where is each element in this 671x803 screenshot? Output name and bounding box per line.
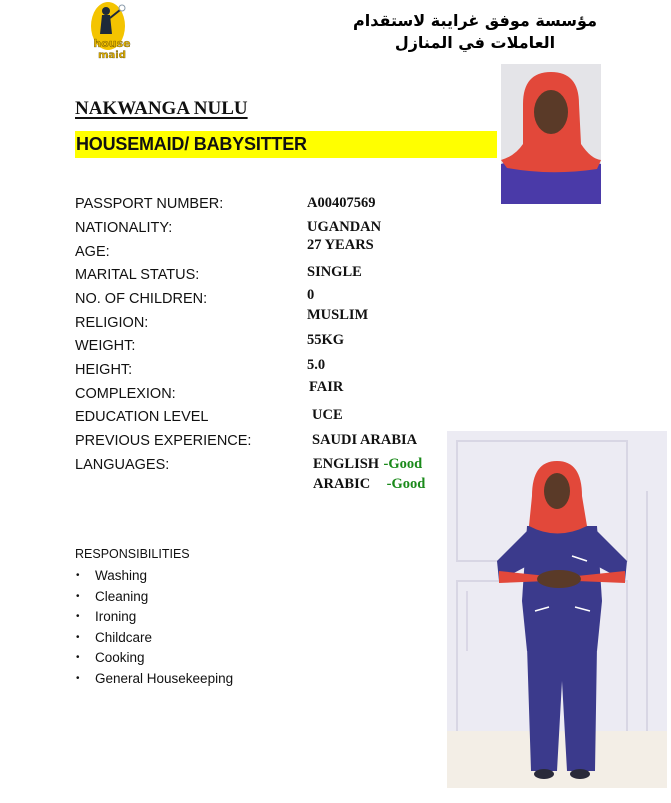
value-nationality: UGANDAN <box>307 219 382 235</box>
value-education: UCE <box>312 407 343 423</box>
housemaid-logo <box>82 0 142 72</box>
list-item <box>75 607 233 628</box>
full-body-photo <box>447 431 667 788</box>
label-children: NO. OF CHILDREN: <box>75 291 208 307</box>
candidate-role: HOUSEMAID/ BABYSITTER <box>76 134 307 154</box>
responsibilities-title: RESPONSIBILITIES <box>75 547 190 561</box>
label-nationality: NATIONALITY: <box>75 220 173 236</box>
candidate-name <box>75 98 248 120</box>
label-religion: RELIGION: <box>75 315 149 331</box>
logo-text-maid: maid <box>98 50 126 61</box>
language-english <box>313 455 422 473</box>
language-arabic-name: ARABIC <box>313 476 371 492</box>
list-item <box>75 669 233 690</box>
label-languages: LANGUAGES: <box>75 457 170 473</box>
language-english-level: -Good <box>383 456 423 472</box>
responsibility-text: Childcare <box>95 629 153 645</box>
value-complexion: FAIR <box>309 379 344 395</box>
responsibility-text: Washing <box>95 568 148 583</box>
responsibilities-list <box>75 566 233 689</box>
list-item <box>75 628 233 649</box>
bullet-icon: • <box>76 611 80 622</box>
label-marital-status: MARITAL STATUS: <box>75 267 200 283</box>
value-children: 0 <box>307 287 315 303</box>
value-marital-status: SINGLE <box>307 264 362 280</box>
responsibility-text: Cooking <box>95 650 145 665</box>
bullet-icon: • <box>76 652 80 663</box>
label-complexion: COMPLEXION: <box>75 386 176 402</box>
value-experience: SAUDI ARABIA <box>312 432 418 448</box>
label-passport-number: PASSPORT NUMBER: <box>75 196 224 212</box>
label-height: HEIGHT: <box>75 362 133 378</box>
list-item <box>75 648 233 669</box>
label-age: AGE: <box>75 244 110 260</box>
logo-text-house: house <box>93 37 131 50</box>
responsibility-text: Ironing <box>95 609 137 624</box>
label-weight: WEIGHT: <box>75 338 136 354</box>
bullet-icon: • <box>76 570 80 581</box>
responsibility-text: General Housekeeping <box>95 670 234 686</box>
value-age: 27 YEARS <box>307 237 374 253</box>
bullet-icon: • <box>76 672 80 684</box>
language-english-name: ENGLISH <box>313 456 380 472</box>
value-passport-number: A00407569 <box>307 195 376 211</box>
label-education: EDUCATION LEVEL <box>75 409 209 425</box>
list-item <box>75 566 233 587</box>
passport-photo <box>501 64 601 204</box>
bullet-icon: • <box>76 631 80 643</box>
value-weight: 55KG <box>307 332 345 348</box>
candidate-name-text: NAKWANGA NULU <box>75 98 248 119</box>
language-arabic <box>313 475 425 493</box>
value-religion: MUSLIM <box>307 307 369 323</box>
language-arabic-level: -Good <box>386 476 426 492</box>
agency-name: مؤسسة موفق غرايبة لاستقدام العاملات في المنازل <box>353 11 597 52</box>
bullet-icon: • <box>76 590 80 602</box>
responsibility-text: Cleaning <box>95 588 149 604</box>
value-height: 5.0 <box>307 357 326 373</box>
list-item <box>75 587 233 608</box>
label-experience: PREVIOUS EXPERIENCE: <box>75 433 252 449</box>
